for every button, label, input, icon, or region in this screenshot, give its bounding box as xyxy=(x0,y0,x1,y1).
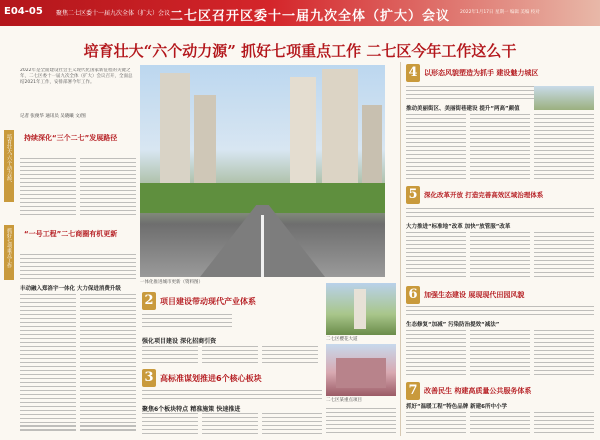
center-section-title-3: 高标准谋划推进6个核心板块 xyxy=(160,374,262,383)
text-column xyxy=(142,314,232,332)
right-section-title-6: 加强生态建设 展现现代田园风貌 xyxy=(424,291,525,299)
section-number-5: 5 xyxy=(406,186,420,204)
text-column xyxy=(80,294,136,434)
right-photo xyxy=(534,86,594,110)
text-column xyxy=(20,294,76,434)
banner-title: 二七区召开区委十一届九次全体（扩大）会议 xyxy=(170,9,451,24)
dateline: 2022年1月17日 星期一 编辑 美编 校对 xyxy=(460,10,540,15)
column-divider xyxy=(400,62,401,436)
text-column xyxy=(142,346,198,366)
text-column xyxy=(326,408,396,436)
text-column xyxy=(20,158,76,218)
text-column xyxy=(470,412,530,436)
text-column xyxy=(202,346,258,366)
text-column xyxy=(406,412,466,436)
building-photo xyxy=(326,344,396,396)
text-column xyxy=(202,413,258,437)
section-tag: 聚焦二七区委十一届九次全体（扩大）会议 xyxy=(56,10,171,17)
text-column xyxy=(406,114,466,184)
section-number-3: 3 xyxy=(142,369,156,387)
text-column xyxy=(20,254,136,280)
right-section-title-4: 以形态风貌塑造为抓手 建设魅力城区 xyxy=(424,69,539,77)
text-column xyxy=(406,208,594,222)
center-subtitle-2: 强化项目建设 深化招商引资 xyxy=(142,338,217,345)
left-section-title-2: “一号工程”二七商圈有机更新 xyxy=(24,230,118,238)
center-section-title-2: 项目建设带动现代产业体系 xyxy=(160,297,256,306)
section-number-2: 2 xyxy=(142,292,156,310)
right-section-title-5: 深化改革开放 打造完善高效区域治理体系 xyxy=(424,191,544,199)
text-column xyxy=(534,232,594,282)
text-column xyxy=(534,412,594,436)
right-subtitle-7: 抓好“温暖工程”特色品牌 新建6所中小学 xyxy=(406,404,507,410)
text-column xyxy=(406,232,466,282)
text-column xyxy=(406,330,466,378)
text-column xyxy=(534,330,594,378)
main-street-photo xyxy=(140,65,385,277)
text-column xyxy=(262,346,318,366)
text-column xyxy=(534,114,594,184)
lower-photo-caption: 二七区某重点项目 xyxy=(326,398,362,403)
right-subtitle-6: 生态修复“加减” 污染防治提效“减法” xyxy=(406,322,500,328)
intro-paragraph: 2022年是全面建设社会主义现代化国家新征程的关键之年，二七区委十一届九次全体（扩大）会议召开，全面总结2021年工作，安排部署今年工作。 xyxy=(20,68,133,85)
byline: 记者 张俊华 通讯员 吴晓曦 文/图 xyxy=(20,114,86,119)
center-subtitle-3: 聚焦6个板块特点 精准施策 快速推进 xyxy=(142,406,241,413)
side-label-1: 培育壮大‘六个动力源’ xyxy=(6,134,12,183)
main-headline: 培育壮大“六个动力源” 抓好七项重点工作 二七区今年工作这么干 xyxy=(83,42,517,60)
text-column xyxy=(142,413,198,437)
tower-photo xyxy=(326,283,396,335)
section-number-7: 7 xyxy=(406,382,420,400)
section-number-6: 6 xyxy=(406,286,420,304)
right-subtitle-5: 大力推进“标准地”改革 加快“放管服”改革 xyxy=(406,224,511,230)
text-column xyxy=(262,413,322,437)
mid-photo-caption: 二七区樱花大道 xyxy=(326,337,358,342)
text-column xyxy=(80,158,136,218)
right-subtitle-4: 推动美丽街区、美丽街巷建设 提升“两高”颜值 xyxy=(406,106,520,112)
main-photo-caption: 一体化推进城市更新（资料图） xyxy=(140,280,203,285)
page-number: E04-05 xyxy=(4,6,43,17)
left-subtitle-3: 丰动融入郑洛宇一体化 大力保进消费升级 xyxy=(20,286,121,292)
text-column xyxy=(142,390,322,402)
page-header-band xyxy=(0,0,600,26)
text-column xyxy=(470,114,530,184)
text-column xyxy=(470,330,530,378)
right-section-title-7: 改善民生 构建高质量公共服务体系 xyxy=(424,387,532,395)
text-column xyxy=(470,232,530,282)
side-label-2: 抓好七项重点工作 xyxy=(6,228,12,268)
section-number-4: 4 xyxy=(406,64,420,82)
left-section-title-1: 持续深化“三个二七”发展路径 xyxy=(24,134,118,142)
text-column xyxy=(406,306,594,320)
